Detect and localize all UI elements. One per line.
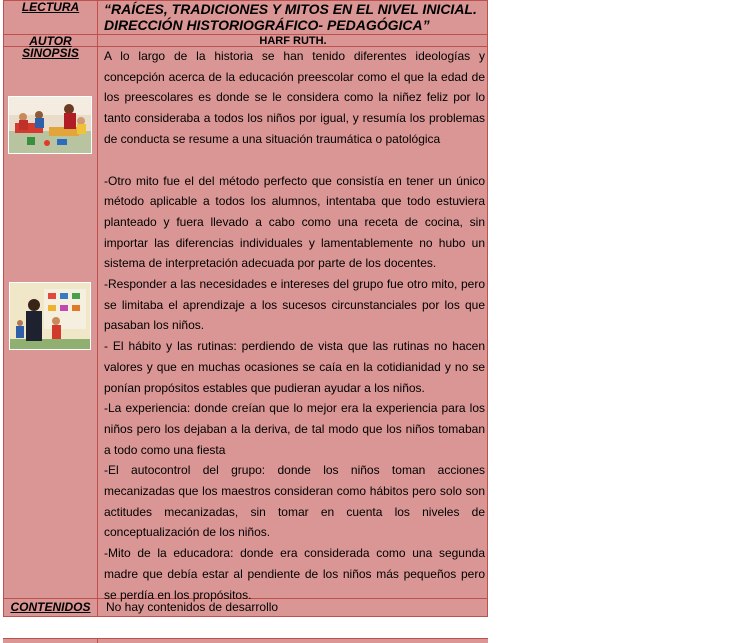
classroom-photo	[8, 96, 92, 154]
author-name: HARF RUTH.	[259, 35, 327, 47]
autor-label: AUTOR	[29, 34, 72, 48]
synopsis-paragraph: -El autocontrol del grupo: donde los niños toman acciones mecanizadas que los maestros consideran como hábitos pero solo son actitudes mecanizadas, sin tomar en cuenta los niveles de conceptualización de los niños.	[104, 463, 485, 540]
next-table-border	[3, 638, 488, 639]
column-divider	[97, 0, 98, 617]
row-divider	[3, 616, 488, 617]
reading-title: “RAÍCES, TRADICIONES Y MITOS EN EL NIVEL INICIAL. DIRECCIÓN HISTORIOGRÁFICO- PEDAGÓGICA”	[104, 1, 477, 33]
contenidos-value: No hay contenidos de desarrollo	[106, 600, 279, 614]
synopsis-paragraph: - El hábito y las rutinas: perdiendo de vista que las rutinas no hacen valores y que en muchas ocasiones se caía en la cotidianidad y no se ponían propósitos estables que pudieran ayudar a los niños.	[104, 339, 485, 395]
next-table-edge	[3, 638, 488, 643]
contenidos-label: CONTENIDOS	[10, 600, 91, 614]
paragraph-spacer	[104, 150, 485, 171]
teacher-photo	[9, 282, 91, 350]
lectura-label: LECTURA	[21, 0, 80, 14]
table-border-right	[487, 0, 488, 617]
synopsis-paragraph: -La experiencia: donde creían que lo mejor era la experiencia para los niños pero los dejaban a la deriva, de tal modo que los niños tomaban a todo como una fiesta	[104, 401, 485, 457]
teacher-photo-image	[10, 283, 90, 349]
sinopsis-label: SINOPSIS	[22, 46, 79, 60]
synopsis-paragraph: -Mito de la educadora: donde era considerada como una segunda madre que debía estar al pendiente de los niños más pequeños pero se perdía en los propósitos.	[104, 546, 485, 602]
classroom-photo-image	[9, 97, 91, 153]
synopsis-paragraph: -Responder a las necesidades e intereses del grupo fue otro mito, pero se limitaba el aprendizaje a los sucesos circunstanciales por los que pasaban los niños.	[104, 277, 485, 333]
synopsis-text	[104, 46, 485, 605]
reading-summary-table	[3, 0, 488, 617]
next-table-divider	[97, 638, 98, 643]
synopsis-paragraph: -Otro mito fue el del método perfecto que consistía en tener un único método aplicable a todos los alumnos, intentaba que todo estuviera planteado y fuera llevado a cabo como una receta de cocina, sin importar las diferencias individuales y lamentablemente no hubo un sistema de interpretación adecuada por parte de los docentes.	[104, 173, 485, 271]
synopsis-paragraph: A lo largo de la historia se han tenido diferentes ideologías y concepción acerca de la educación preescolar como el que la edad de los preescolares es donde se le considera como la niñez feliz por lo tanto consideraba a todos los niños por igual, y resumía los problemas de conducta se resume a una situación traumática o patológica	[104, 49, 485, 146]
table-border-left	[3, 0, 4, 617]
